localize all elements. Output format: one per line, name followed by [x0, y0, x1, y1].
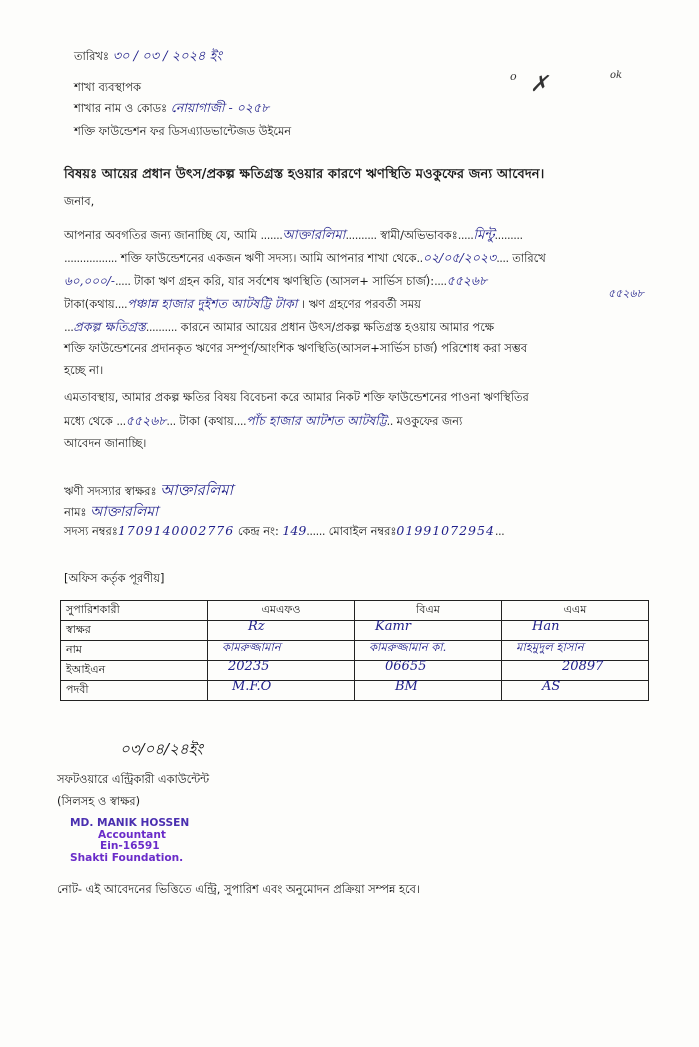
mfo-designation: M.F.O	[232, 679, 272, 694]
accountant-stamp	[70, 818, 189, 865]
mfo-ein: 20235	[228, 659, 270, 674]
office-row-designation	[61, 681, 649, 701]
office-row-name	[61, 641, 649, 661]
para1-line3: ৬০,০০০/-..... টাকা ঋণ গ্রহন করি, যার সর্বশেষ ঋণস্থিতি (আসল+ সার্ভিস চার্জ):....৫৫২৬৮	[64, 273, 488, 288]
accountant-line-2: (সিলসহ ও স্বাক্ষর)	[57, 794, 141, 808]
am-ein: 20897	[562, 659, 604, 674]
para2-line2: মধ্যে থেকে ...৫৫২৬৮... টাকা (কথায়....পাঁচ হাজার আটশত আটষট্টি.. মওকুফের জন্য	[64, 413, 463, 428]
para1-text-f: টাকা(কথায়	[64, 297, 115, 311]
para2-text-c: মওকুফের জন্য	[396, 414, 463, 428]
member-id-line: সদস্য নম্বরঃ1709140002776 কেন্দ্র নং: 149...... মোবাইল নম্বরঃ01991072954...	[64, 523, 505, 538]
mobile-label: মোবাইল নম্বরঃ	[328, 524, 397, 538]
para2-text-a: মধ্যে থেকে	[64, 414, 113, 428]
am-name: মাহমুদুল হাসান	[516, 640, 584, 654]
bm-name: কামরুজ্জামান কা.	[369, 640, 447, 654]
row-label-name: নাম	[61, 641, 208, 661]
office-row-signature	[61, 621, 649, 641]
para1-line7: হচ্ছে না।	[64, 363, 104, 377]
member-name: আক্তারলিমা	[90, 504, 159, 520]
accountant-line-1: সফটওয়ারে এন্ট্রিকারী একাউন্টেন্ট	[57, 772, 210, 786]
member-no-label: সদস্য নম্বরঃ	[64, 524, 118, 538]
bm-signature: Kamr	[375, 619, 412, 634]
loan-amount-fill: ৬০,০০০/-	[64, 274, 115, 288]
reason-fill: প্রকল্প ক্ষতিগ্রস্ত	[73, 319, 146, 334]
corner-mark-ok: ok	[610, 70, 623, 81]
para1-text-b: স্বামী/অভিভাবকঃ	[380, 228, 458, 242]
address-line-1: শাখা ব্যবস্থাপক	[74, 80, 141, 94]
para1-line4: টাকা(কথায়....পঞ্চান্ন হাজার দুইশত আটষট্টি টাকা । ঋণ গ্রহণের পরবর্তী সময়	[64, 296, 421, 311]
para1-line5: ...প্রকল্প ক্ষতিগ্রস্ত.......... কারনে আমার আয়ের প্রধান উৎস/প্রকল্প ক্ষতিগ্রস্ত হওয়ায় আমার পক্ষে	[64, 319, 495, 334]
para1-text-g: । ঋণ গ্রহণের পরবর্তী সময়	[301, 297, 421, 311]
para1-line6: শক্তি ফাউন্ডেশনের প্রদানকৃত ঋণের সম্পূর্ণ/আংশিক ঋণস্থিতি(আসল+সার্ভিস চার্জ) পরিশোধ করা সম্ভব	[64, 341, 528, 355]
balance-words-fill: পঞ্চান্ন হাজার দুইশত আটষট্টি টাকা	[127, 296, 298, 311]
waiver-amount-fill: ৫৫২৬৮	[125, 413, 167, 428]
office-table	[60, 600, 649, 701]
center-label: কেন্দ্র নং:	[237, 524, 279, 538]
salutation: জনাব,	[64, 194, 95, 208]
col-am: এএম	[502, 601, 649, 621]
row-label-ein: ইআইএন	[61, 661, 208, 681]
stamp-name: MD. MANIK HOSSEN	[70, 817, 190, 829]
corner-mark-cross: ✗	[530, 72, 549, 97]
guardian-fill: মিন্টু	[473, 228, 495, 243]
loan-date-fill: ০২/০৫/২০২৩	[422, 250, 497, 265]
mfo-signature: Rz	[248, 619, 265, 634]
address-line-2	[74, 102, 269, 115]
para2-text-b: টাকা (কথায়	[179, 414, 234, 428]
col-bm: বিএম	[355, 601, 502, 621]
corner-mark-o: o	[510, 70, 517, 83]
date-label: তারিখঃ	[74, 49, 109, 63]
col-recommender: সুপারিশকারী	[61, 601, 208, 621]
para2-line1: এমতাবস্থায়, আমার প্রকল্প ক্ষতির বিষয় বিবেচনা করে আমার নিকট শক্তি ফাউন্ডেশনের পাওনা ঋণস্থিতির	[64, 390, 529, 404]
row-label-signature: স্বাক্ষর	[61, 621, 208, 641]
para1-line1: আপনার অবগতির জন্য জানাচ্ছি যে, আমি .......আক্তারলিমা.......... স্বামী/অভিভাবকঃ.....মিন্টু.........	[64, 228, 523, 243]
member-signature-line	[64, 483, 233, 498]
row-label-designation: পদবী	[61, 681, 208, 701]
mfo-name: কামরুজ্জামান	[222, 640, 281, 654]
col-mfo: এমএফও	[208, 601, 355, 621]
para2-line3: আবেদন জানাচ্ছি।	[64, 436, 147, 450]
member-no: 1709140002776	[117, 523, 235, 538]
am-signature: Han	[532, 619, 560, 634]
center-no: 149	[282, 523, 307, 538]
member-name-label: নামঃ	[64, 505, 87, 519]
para1-text-e: টাকা ঋণ গ্রহন করি, যার সর্বশেষ ঋণস্থিতি (আসল+ সার্ভিস চার্জ):	[134, 274, 435, 288]
para1-text-d: তারিখে	[512, 251, 546, 265]
stamp-title: Accountant	[98, 828, 166, 841]
office-header-row	[61, 601, 649, 621]
subject: বিষয়ঃ আয়ের প্রধান উৎস/প্রকল্প ক্ষতিগ্রস্ত হওয়ার কারণে ঋণস্থিতি মওকুফের জন্য আবেদন।	[64, 167, 545, 182]
stamp-ein: Ein-16591	[100, 840, 160, 853]
member-name-fill: আক্তারলিমা	[282, 228, 346, 243]
para1-text-a: আপনার অবগতির জন্য জানাচ্ছি যে, আমি	[64, 228, 257, 242]
branch-label: শাখার নাম ও কোডঃ	[74, 101, 168, 115]
address-line-3: শক্তি ফাউন্ডেশন ফর ডিসএ্যাডভান্টেজড উইমেন	[74, 124, 292, 138]
para1-text-h: কারনে আমার আয়ের প্রধান উৎস/প্রকল্প ক্ষতিগ্রস্ত হওয়ায় আমার পক্ষে	[180, 320, 495, 334]
member-signature-label: ঋণী সদস্যার স্বাক্ষরঃ	[64, 484, 157, 498]
stamp-org: Shakti Foundation.	[70, 851, 184, 864]
balance-fill-2: ৫৫২৬৮	[608, 287, 644, 300]
balance-fill: ৫৫২৬৮	[446, 273, 488, 288]
mobile-no: 01991072954	[396, 523, 495, 538]
branch-value: নোয়াগাজী - ০২৫৮	[170, 100, 270, 115]
note: নোট- এই আবেদনের ভিত্তিতে এন্ট্রি, সুপারিশ এবং অনুমোদন প্রক্রিয়া সম্পন্ন হবে।	[57, 882, 420, 896]
office-row-ein	[61, 661, 649, 681]
member-signature: আক্তারলিমা	[160, 481, 233, 499]
bm-ein: 06655	[385, 659, 427, 674]
bm-designation: BM	[395, 679, 418, 694]
date-line	[74, 50, 222, 63]
office-title: [অফিস কর্তৃক পূরণীয়]	[64, 571, 165, 585]
am-designation: AS	[542, 679, 561, 694]
waiver-words-fill: পাঁচ হাজার আটশত আটষট্টি	[246, 413, 387, 428]
date-value: ৩০ / ০৩ / ২০২৪ ইং	[112, 49, 222, 64]
para1-line2: ................. শক্তি ফাউন্ডেশনের একজন ঋণী সদস্য। আমি আপনার শাখা থেকে..০২/০৫/২০২৩.... তারিখে	[64, 250, 546, 265]
member-name-line	[64, 505, 158, 519]
accountant-date: ০৩/০৪/২৪ইং	[120, 740, 203, 758]
para1-text-c: শক্তি ফাউন্ডেশনের একজন ঋণী সদস্য। আমি আপনার শাখা থেকে	[120, 251, 417, 265]
